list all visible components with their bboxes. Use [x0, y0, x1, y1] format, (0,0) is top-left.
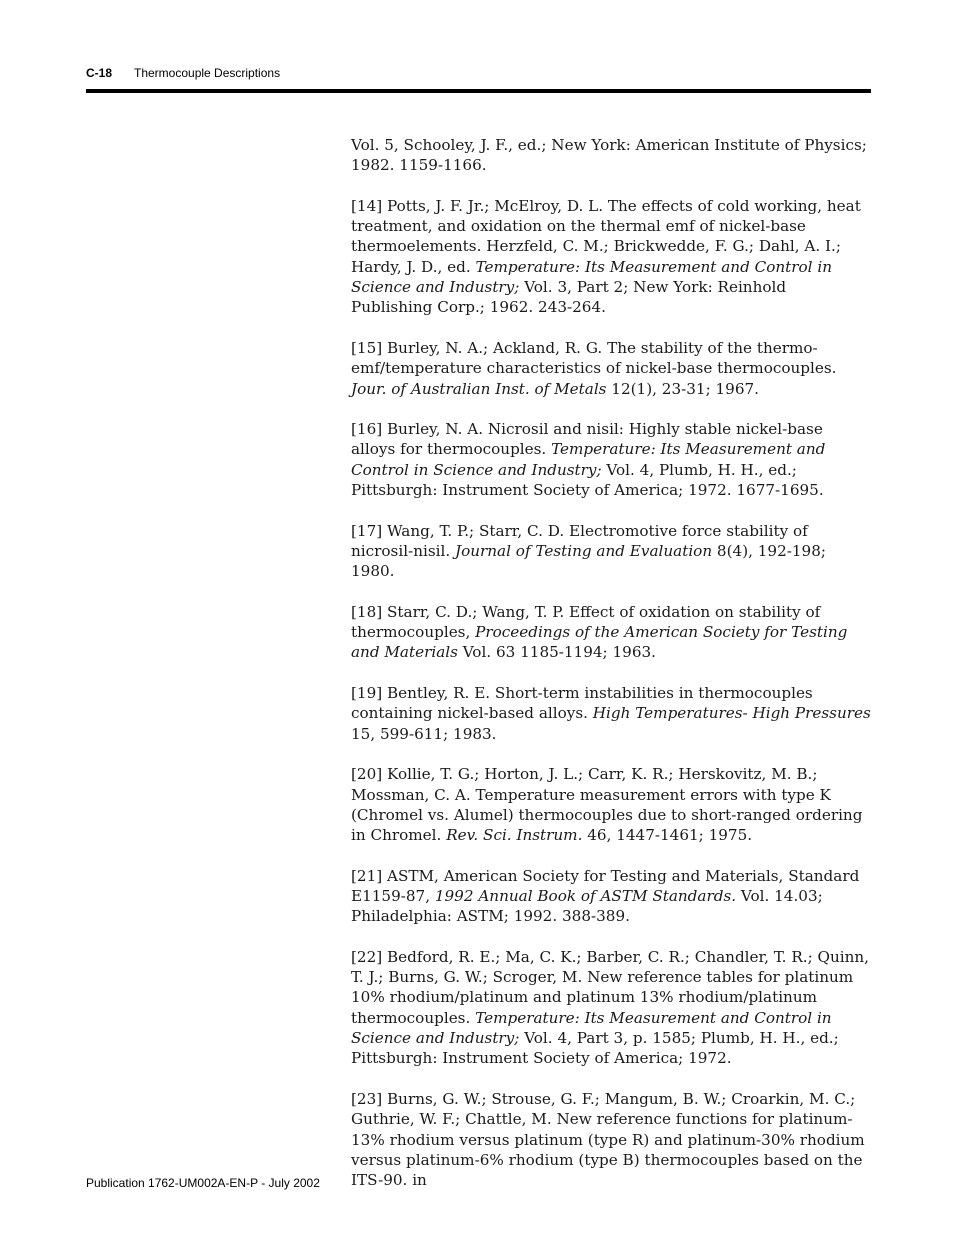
reference-item: Vol. 5, Schooley, J. F., ed.; New York: American Institute of Physics; 1982. 1159-1166. [351, 136, 867, 175]
header-rule [86, 89, 871, 93]
reference-item: [16] Burley, N. A. Nicrosil and nisil: Highly stable nickel-base alloys for thermocouples. Temperature: Its Measurement and Control in Science and Industry; Vol. 4, Plumb, H. H., ed.; Pittsburgh: Instrument Society of America; 1972. 1677-1695. [351, 420, 826, 500]
page-number: C-18 [86, 66, 113, 80]
reference-list [351, 135, 871, 1211]
reference-item: [21] ASTM, American Society for Testing and Materials, Standard E1159-87, 1992 Annual Book of ASTM Standards. Vol. 14.03; Philadelphia: ASTM; 1992. 388-389. [351, 866, 860, 926]
reference-item: [17] Wang, T. P.; Starr, C. D. Electromotive force stability of nicrosil-nisil. Journal of Testing and Evaluation 8(4), 192-198; 1980. [351, 521, 826, 581]
reference-item: [23] Burns, G. W.; Strouse, G. F.; Mangum, B. W.; Croarkin, M. C.; Guthrie, W. F.; Chattle, M. New reference functions for platinum-13% rhodium versus platinum (type R) and platinum-30% rhodium versus platinum-6% rhodium (type B) thermocouples based on the ITS-90. in [351, 1089, 865, 1190]
page-header [86, 66, 281, 80]
reference-item: [22] Bedford, R. E.; Ma, C. K.; Barber, C. R.; Chandler, T. R.; Quinn, T. J.; Burns, G. W.; Scroger, M. New reference tables for platinum 10% rhodium/platinum and platinum 13% rhodium/platinum thermocouples. Temperature: Its Measurement and Control in Science and Industry; Vol. 4, Part 3, p. 1585; Plumb, H. H., ed.; Pittsburgh: Instrument Society of America; 1972. [351, 947, 870, 1068]
reference-item: [14] Potts, J. F. Jr.; McElroy, D. L. The effects of cold working, heat treatment, and oxidation on the thermal emf of nickel-base thermoelements. Herzfeld, C. M.; Brickwedde, F. G.; Dahl, A. I.; Hardy, J. D., ed. Temperature: Its Measurement and Control in Science and Industry; Vol. 3, Part 2; New York: Reinhold Publishing Corp.; 1962. 243-264. [351, 196, 861, 317]
reference-item: [19] Bentley, R. E. Short-term instabilities in thermocouples containing nickel-based alloys. High Temperatures- High Pressures 15, 599-611; 1983. [351, 684, 871, 743]
reference-item: [20] Kollie, T. G.; Horton, J. L.; Carr, K. R.; Herskovitz, M. B.; Mossman, C. A. Temperature measurement errors with type K (Chromel vs. Alumel) thermocouples due to short-ranged ordering in Chromel. Rev. Sci. Instrum. 46, 1447-1461; 1975. [351, 765, 863, 845]
publication-footer: Publication 1762-UM002A-EN-P - July 2002 [86, 1176, 320, 1190]
section-title: Thermocouple Descriptions [134, 66, 281, 80]
reference-item: [18] Starr, C. D.; Wang, T. P. Effect of oxidation on stability of thermocouples, Proceedings of the American Society for Testing and Materials Vol. 63 1185-1194; 1963. [351, 602, 848, 662]
reference-item: [15] Burley, N. A.; Ackland, R. G. The stability of the thermo-emf/temperature characteristics of nickel-base thermocouples. Jour. of Australian Inst. of Metals 12(1), 23-31; 1967. [351, 338, 837, 398]
